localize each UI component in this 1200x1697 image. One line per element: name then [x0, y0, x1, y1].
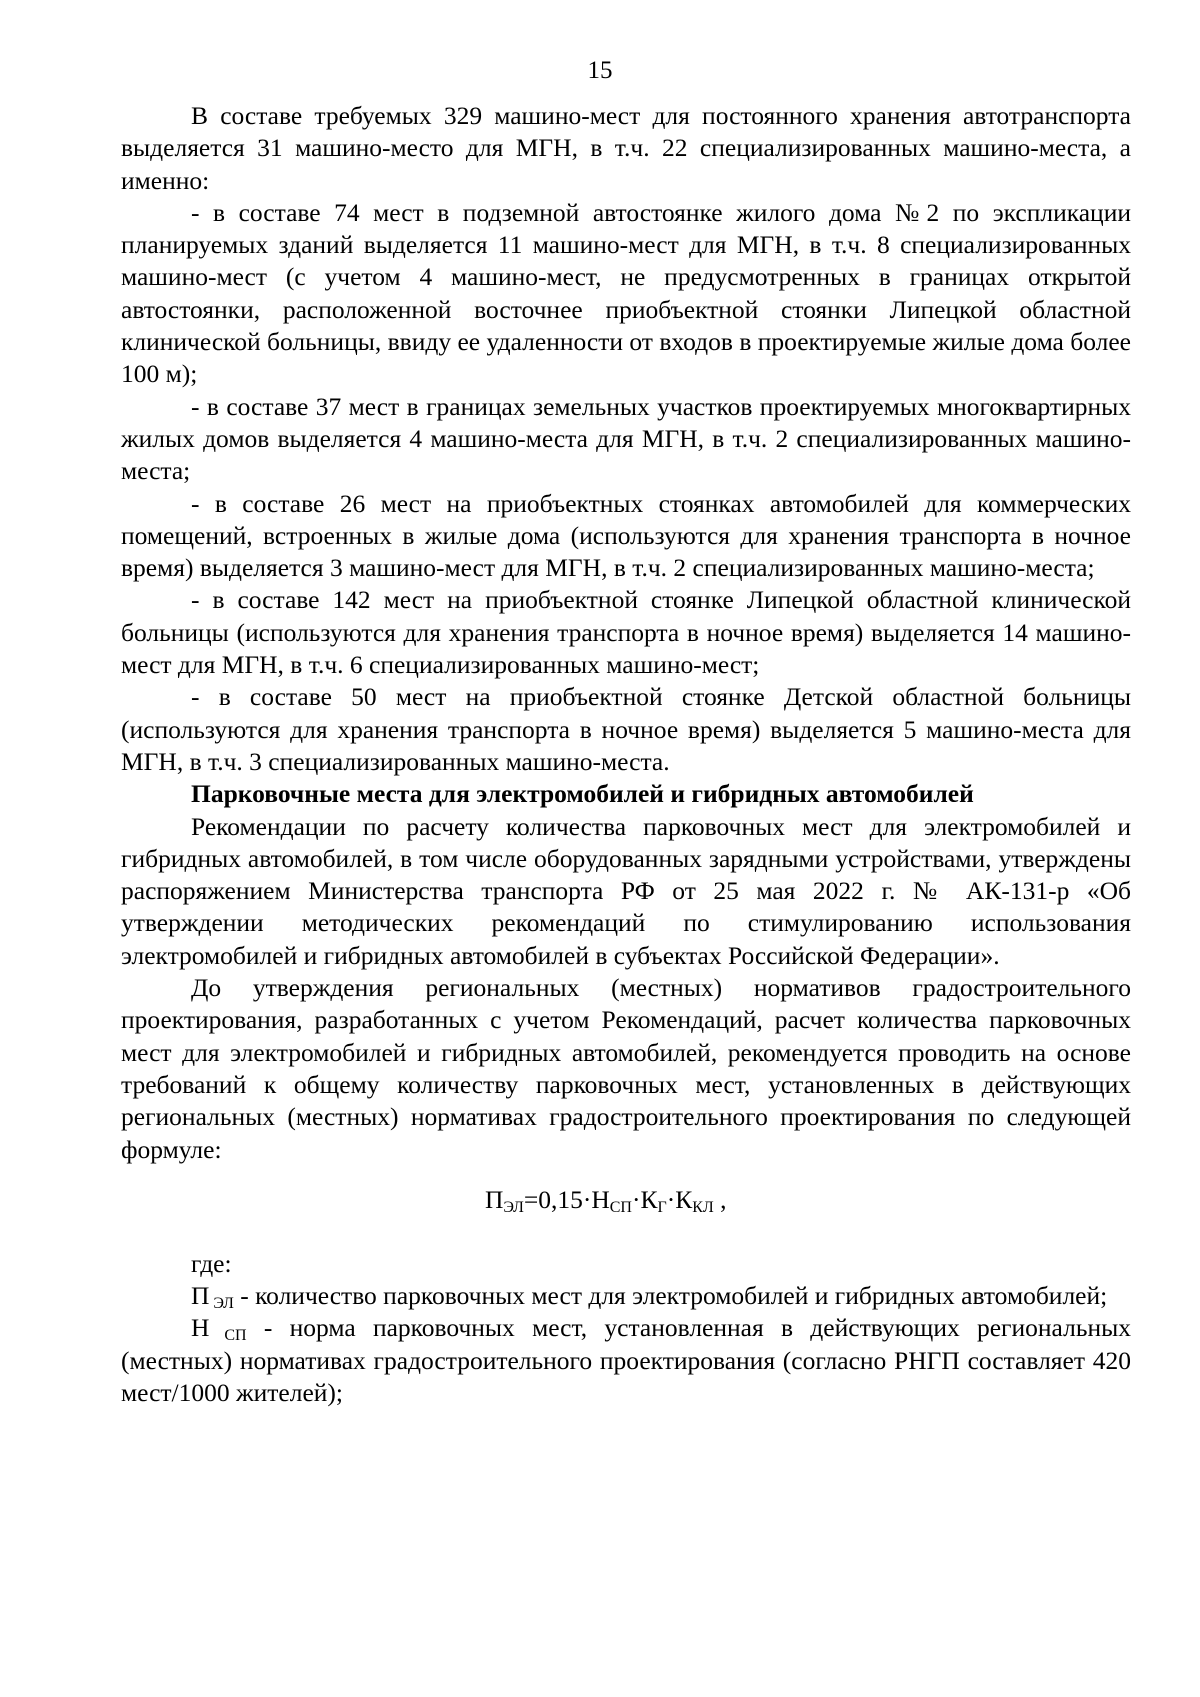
- paragraph-list-item: - в составе 142 мест на приобъектной стоянке Липецкой областной клинической больницы (используются для хранения транспорта в ночное время) выделяется 14 машино-мест для МГН, в т.ч. 6 специализированных машино-мест;: [121, 585, 1131, 680]
- formula-kg-subscript: Г: [657, 1198, 667, 1216]
- formula-k1: ·К: [631, 1184, 658, 1214]
- formula-k2: ·К: [666, 1184, 693, 1214]
- formula-p: П: [485, 1184, 504, 1214]
- definition-text: - количество парковочных мест для электромобилей и гибридных автомобилей;: [233, 1281, 1108, 1311]
- definition-symbol: П: [191, 1281, 210, 1311]
- definition-symbol-subscript: ЭЛ: [213, 1295, 234, 1313]
- paragraph-list-item: - в составе 26 мест на приобъектных стоянках автомобилей для коммерческих помещений, встроенных в жилые дома (используются для хранения транспорта в ночное время) выделяется 3 машино-мест для МГН, в т.ч. 2 специализированных машино-места;: [121, 488, 1131, 583]
- section-heading: Парковочные места для электромобилей и гибридных автомобилей: [191, 779, 974, 809]
- definition-p-el: [121, 1280, 1131, 1312]
- definition-symbol: Н: [191, 1313, 210, 1343]
- formula-n-subscript: СП: [609, 1198, 632, 1216]
- where-label: где:: [191, 1248, 232, 1278]
- definition-symbol-subscript: СП: [224, 1327, 247, 1345]
- definition-n-sp: [121, 1312, 1131, 1409]
- paragraph-list-item: - в составе 74 мест в подземной автостоянке жилого дома №2 по экспликации планируемых зданий выделяется 11 машино-мест для МГН, в т.ч. 8 специализированных машино-мест (с учетом 4 машино-мест, не предусмотренных в границах открытой автостоянки, расположенной восточнее приобъектной стоянки Липецкой областной клинической больницы, ввиду ее удаленности от входов в проектируемые жилые дома более 100 м);: [121, 197, 1131, 389]
- formula-p-subscript: ЭЛ: [503, 1198, 524, 1216]
- paragraph-recommendations: Рекомендации по расчету количества парковочных мест для электромобилей и гибридных автомобилей, в том числе оборудованных зарядными устройствами, утверждены распоряжением Министерства транспорта РФ от 25 мая 2022 г. № АК-131-р «Об утверждении методических рекомендаций по стимулированию использования электромобилей и гибридных автомобилей в субъектах Российской Федерации».: [121, 811, 1131, 970]
- document-body: [121, 100, 1131, 1409]
- formula: [121, 1166, 1131, 1248]
- formula-mid: =0,15·Н: [523, 1184, 610, 1214]
- paragraph-list-item: - в составе 50 мест на приобъектной стоянке Детской областной больницы (используются для хранения транспорта в ночное время) выделяется 5 машино-места для МГН, в т.ч. 3 специализированных машино-места.: [121, 682, 1131, 776]
- formula-tail: ,: [713, 1184, 727, 1214]
- paragraph-formula-intro: До утверждения региональных (местных) нормативов градостроительного проектирования, разработанных с учетом Рекомендаций, расчет количества парковочных мест для электромобилей и гибридных автомобилей, рекомендуется проводить на основе требований к общему количеству парковочных мест, установленных в действующих региональных (местных) нормативах градостроительного проектирования по следующей формуле:: [121, 973, 1131, 1164]
- paragraph-list-item: - в составе 37 мест в границах земельных участков проектируемых многоквартирных жилых домов выделяется 4 машино-места для МГН, в т.ч. 2 специализированных машино-места;: [121, 391, 1131, 486]
- formula-kkl-subscript: КЛ: [692, 1198, 714, 1216]
- definition-text: - норма парковочных мест, установленная в действующих региональных (местных) нормативах градостроительного проектирования (согласно РНГП составляет 420 мест/1000 жителей);: [121, 1313, 1131, 1407]
- paragraph-intro: В составе требуемых 329 машино-мест для постоянного хранения автотранспорта выделяется 31 машино-место для МГН, в т.ч. 22 специализированных машино-места, а именно:: [121, 101, 1131, 195]
- page-number: 15: [587, 57, 613, 84]
